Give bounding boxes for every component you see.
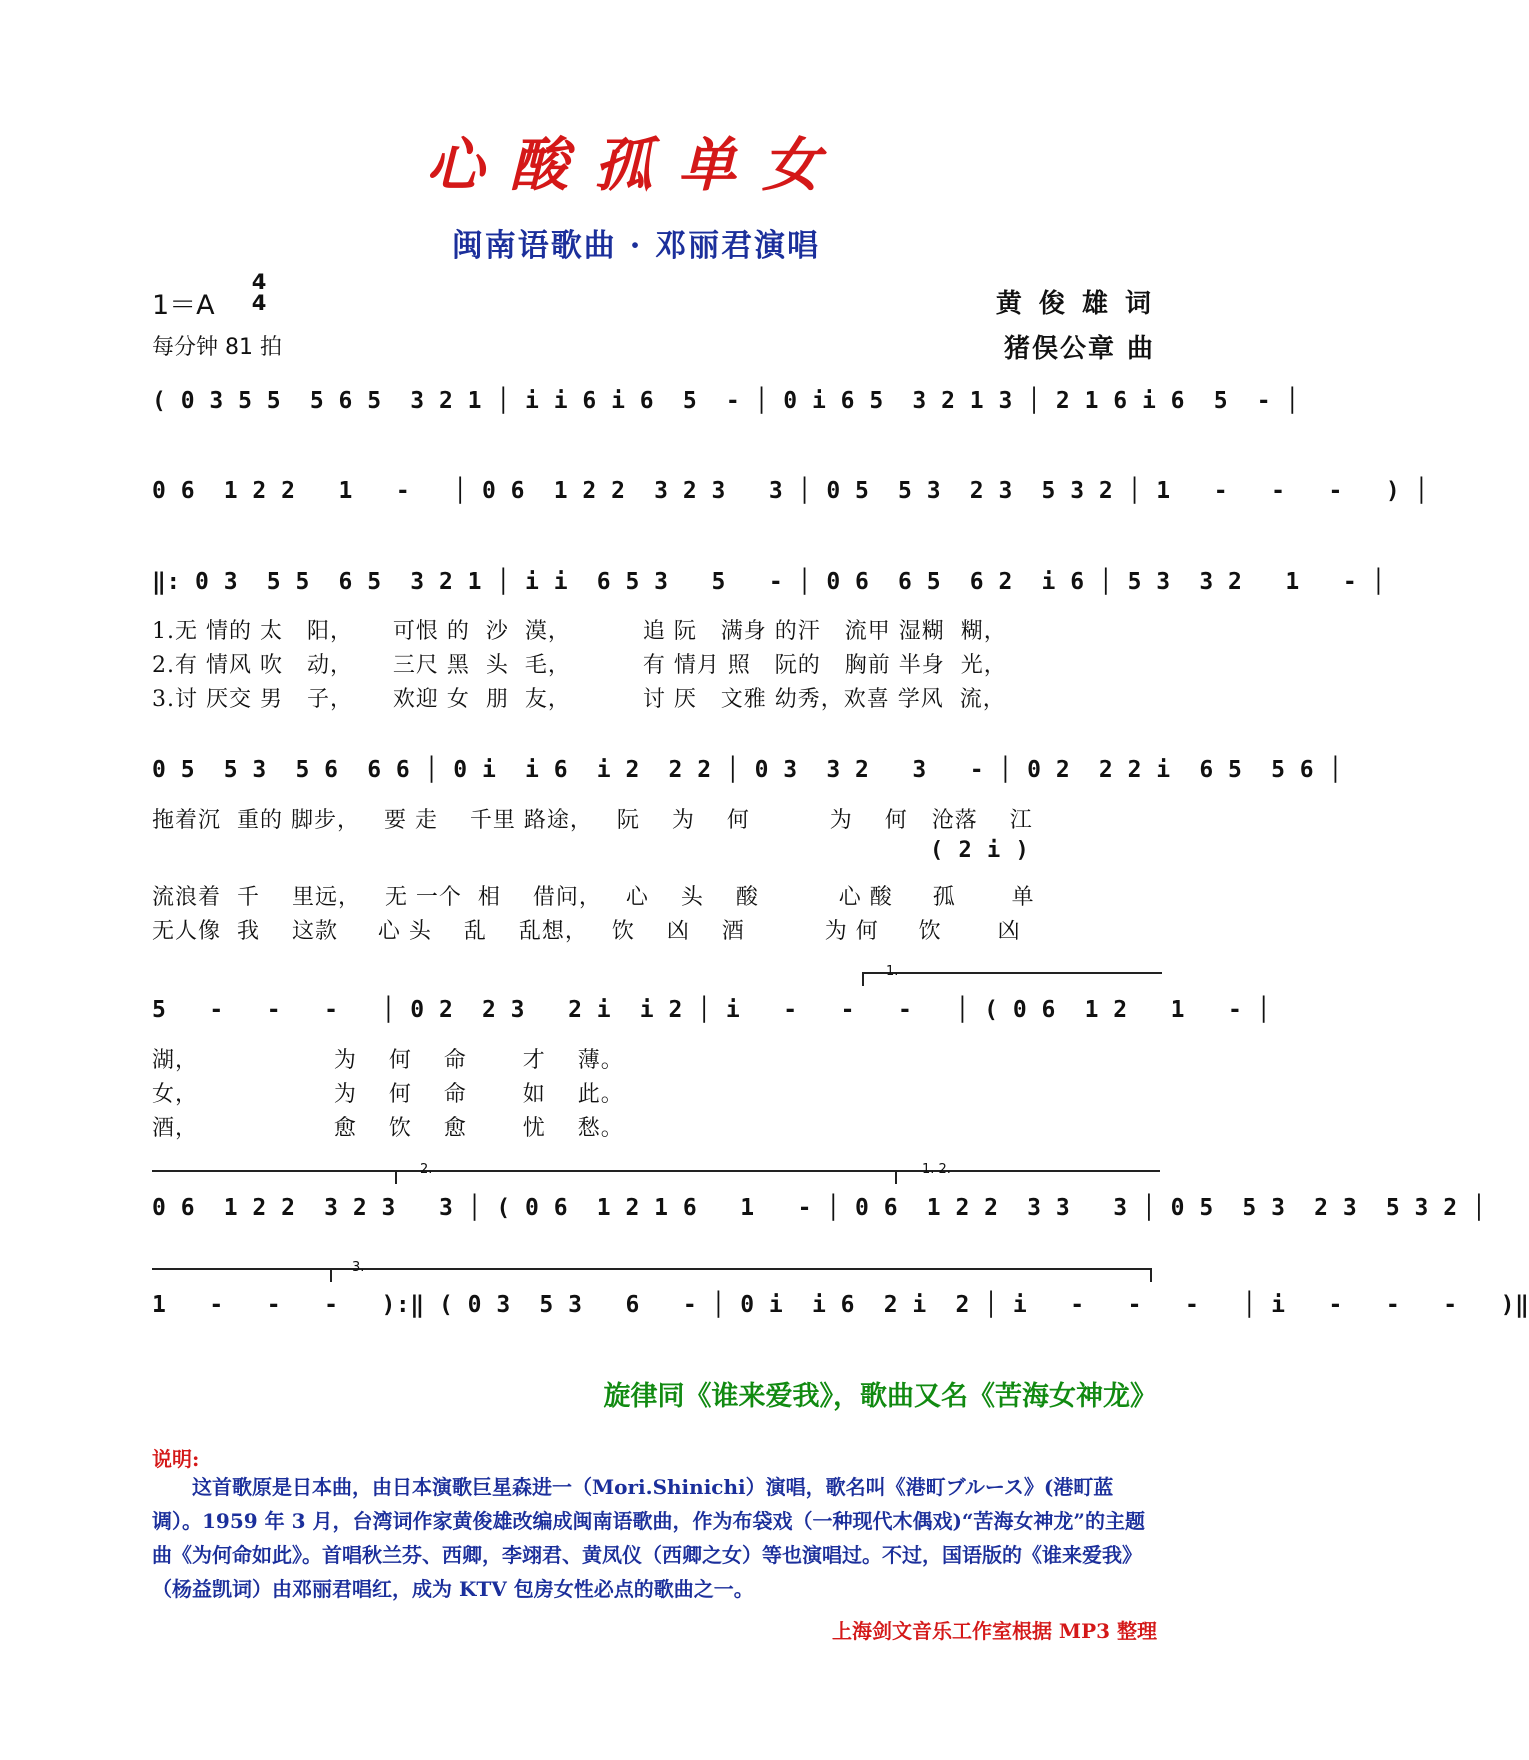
volta-1-hook	[862, 972, 864, 986]
score-row-7: 1 - - - ):‖ ( 0 3 5 3 6 - │ 0 i i 6 2 i 2 │ i - - - │ i - - - )‖	[152, 1292, 1529, 1318]
volta-1-bracket	[862, 972, 1162, 974]
melody-footnote: 旋律同《谁来爱我》，歌曲又名《苦海女神龙》	[603, 1381, 1157, 1412]
score-row-1: ( 0 3 5 5 5 6 5 3 2 1 │ i i 6 i 6 5 - │ 0 i 6 5 3 2 1 3 │ 2 1 6 i 6 5 - │	[152, 388, 1300, 414]
key-signature: 1＝A	[152, 290, 215, 321]
song-title: 心酸孤单女	[425, 131, 846, 199]
parenthetical-notes: ( 2 i )	[930, 838, 1030, 863]
lyricist: 黄 俊 雄 词	[995, 289, 1155, 319]
verse-2-line-c: 女， 为 何 命 如 此。	[152, 1082, 624, 1107]
row-7-top-line	[152, 1268, 1152, 1270]
verse-3-line-b: 无人像 我 这款 心 头 乱 乱想， 饮 凶 酒 为 何 饮 凶	[152, 919, 1021, 944]
verse-2-line-a: 2.有 情风 吹 动， 三尺 黑 头 毛， 有 情月 照 阮的 胸前 半身 光，	[152, 653, 1007, 678]
time-signature	[248, 272, 270, 314]
score-row-4: 0 5 5 3 5 6 6 6 │ 0 i i 6 i 2 2 2 │ 0 3 3 2 3 - │ 0 2 2 2 i 6 5 5 6 │	[152, 757, 1343, 783]
verse-3-line-c: 酒， 愈 饮 愈 忧 愁。	[152, 1116, 624, 1141]
row-6-top-line	[152, 1170, 1160, 1172]
verse-1-line-b: 拖着沉 重的 脚步， 要 走 千里 路途， 阮 为 何 为 何 沧落 江	[152, 808, 1033, 833]
verse-3-line-a: 3.讨 厌交 男 子， 欢迎 女 朋 友， 讨 厌 文雅 幼秀，欢喜 学风 流，	[152, 687, 1006, 712]
score-row-2: 0 6 1 2 2 1 - │ 0 6 1 2 2 3 2 3 3 │ 0 5 5 3 2 3 5 3 2 │ 1 - - - ) │	[152, 478, 1429, 504]
time-signature-bottom: 4	[251, 291, 267, 315]
volta-3-end-hook	[1150, 1268, 1152, 1282]
verse-1-line-a: 1.无 情的 太 阳， 可恨 的 沙 漠， 追 阮 满身 的汗 流甲 湿糊 糊，	[152, 619, 1007, 644]
score-row-5: 5 - - - │ 0 2 2 3 2 i i 2 │ i - - - │ ( 0 6 1 2 1 - │	[152, 997, 1272, 1023]
volta-2-label: 2.	[420, 1162, 433, 1177]
volta-3-hook	[330, 1268, 332, 1282]
volta-1-label: 1.	[886, 964, 899, 979]
verse-1-line-c: 湖， 为 何 命 才 薄。	[152, 1048, 624, 1073]
verse-2-line-b: 流浪着 千 里远， 无 一个 相 借问， 心 头 酸 心 酸 孤 单	[152, 885, 1035, 910]
composer: 猪俣公章 曲	[1003, 334, 1155, 364]
volta-3-label: 3.	[352, 1260, 365, 1275]
volta-12-hook	[895, 1170, 897, 1184]
score-row-6: 0 6 1 2 2 3 2 3 3 │ ( 0 6 1 2 1 6 1 - │ 0 6 1 2 2 3 3 3 │ 0 5 5 3 2 3 5 3 2 │	[152, 1195, 1487, 1221]
notes-heading: 说明:	[152, 1447, 200, 1471]
volta-12-label: 1. 2.	[922, 1162, 951, 1177]
time-signature-top: 4	[251, 270, 267, 294]
credit-line: 上海剑文音乐工作室根据 MP3 整理	[831, 1619, 1157, 1643]
notes-body: 这首歌原是日本曲，由日本演歌巨星森进一（Mori.Shinichi）演唱，歌名叫《港町ブルース》(港町蓝调）。1959 年 3 月，台湾词作家黄俊雄改编成闽南语歌曲，作为布袋戏（一种现代木偶戏)“苦海女神龙”的主题曲《为何命如此》。首唱秋兰芬、西卿，李翊君、黄凤仪（西卿之女）等也演唱过。不过，国语版的《谁来爱我》（杨益凯词）由邓丽君唱红，成为 KTV 包房女性必点的歌曲之一。	[152, 1475, 1145, 1601]
score-row-3: ‖: 0 3 5 5 6 5 3 2 1 │ i i 6 5 3 5 - │ 0 6 6 5 6 2 i 6 │ 5 3 3 2 1 - │	[152, 569, 1386, 595]
tempo: 每分钟 81 拍	[152, 335, 282, 360]
song-subtitle: 闽南语歌曲 · 邓丽君演唱	[451, 228, 821, 264]
volta-2-hook	[395, 1170, 397, 1184]
